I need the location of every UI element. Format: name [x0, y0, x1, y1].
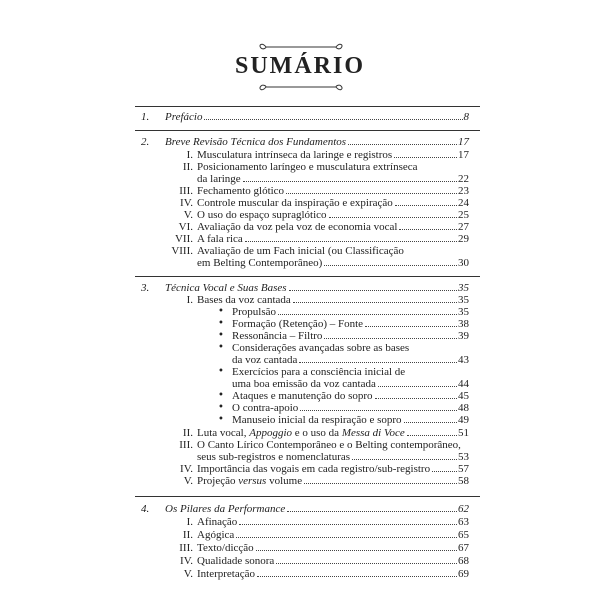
toc-subentry[interactable] — [232, 402, 469, 414]
toc-entry[interactable] — [197, 516, 469, 528]
bullet-icon: • — [218, 318, 224, 329]
toc-page-number: 22 — [458, 173, 469, 185]
toc-entry[interactable] — [197, 427, 469, 439]
section-number: 2. — [141, 136, 150, 148]
toc-entry-text: Avaliação da voz pela voz de economia vocal — [197, 221, 398, 233]
toc-page-number: 69 — [458, 568, 469, 580]
toc-subentry[interactable] — [232, 390, 469, 402]
toc-entry-text: Musculatura intrínseca da laringe e registros — [197, 149, 393, 161]
toc-entry-text: seus sub-registros e nomenclaturas — [197, 451, 351, 463]
roman-numeral: VI. — [178, 221, 193, 233]
toc-entry[interactable] — [197, 149, 469, 161]
toc-entry[interactable] — [197, 233, 469, 245]
toc-entry-text: Bases da voz cantada — [197, 294, 291, 306]
toc-page-number: 27 — [458, 221, 469, 233]
roman-numeral: VIII. — [171, 245, 193, 257]
toc-entry-text: Controle muscular da inspiração e expiração — [197, 197, 393, 209]
toc-entry-text: O contra-apoio — [232, 402, 299, 414]
toc-page-number: 45 — [458, 390, 469, 402]
bullet-icon: • — [218, 306, 224, 317]
roman-numeral: III. — [179, 185, 193, 197]
toc-entry-text: A fala rica — [197, 233, 243, 245]
roman-numeral: III. — [179, 439, 193, 451]
roman-numeral: IV. — [180, 463, 193, 475]
toc-entry-text: Exercícios para a consciência inicial de — [232, 366, 406, 378]
toc-entry-text: Considerações avançadas sobre as bases — [232, 342, 410, 354]
bullet-icon: • — [218, 414, 224, 425]
toc-entry-text: Propulsão — [232, 306, 276, 318]
roman-numeral: VII. — [174, 233, 193, 245]
roman-numeral: II. — [182, 161, 193, 173]
toc-subentry[interactable] — [232, 378, 469, 390]
toc-entry-text: Ressonância – Filtro — [232, 330, 323, 342]
toc-entry-text: em Belting Contemporâneo) — [197, 257, 323, 269]
toc-entry[interactable] — [197, 185, 469, 197]
section-number: 3. — [141, 282, 150, 294]
bullet-icon: • — [218, 366, 224, 377]
toc-page-number: 57 — [458, 463, 469, 475]
toc-entry[interactable] — [197, 463, 469, 475]
toc-entry-section-4[interactable] — [165, 503, 469, 515]
toc-subentry[interactable] — [232, 306, 469, 318]
toc-subentry[interactable] — [232, 318, 469, 330]
toc-entry-text: Agógica — [197, 529, 235, 541]
toc-entry[interactable] — [197, 542, 469, 554]
toc-entry-text: Fechamento glótico — [197, 185, 285, 197]
toc-page-number: 39 — [458, 330, 469, 342]
toc-entry-title: Técnica Vocal e Suas Bases — [165, 282, 287, 294]
toc-page-number: 30 — [458, 257, 469, 269]
toc-page-number: 35 — [458, 282, 469, 294]
section-divider — [135, 496, 480, 497]
roman-numeral: III. — [179, 542, 193, 554]
roman-numeral: I. — [186, 149, 193, 161]
toc-page-number: 17 — [458, 149, 469, 161]
toc-page-number: 25 — [458, 209, 469, 221]
bullet-icon: • — [218, 330, 224, 341]
toc-entry-section-2[interactable] — [165, 136, 469, 148]
toc-entry-text: da laringe — [197, 173, 241, 185]
toc-page-number: 49 — [458, 414, 469, 426]
roman-numeral: I. — [186, 516, 193, 528]
toc-entry-text: Avaliação de um Fach inicial (ou Classificação — [197, 245, 404, 257]
toc-entry[interactable] — [197, 173, 469, 185]
toc-entry-text: Manuseio inicial da respiração e sopro — [232, 414, 402, 426]
roman-numeral: I. — [186, 294, 193, 306]
toc-page-number: 24 — [458, 197, 469, 209]
toc-entry[interactable] — [197, 257, 469, 269]
toc-entry-title: Os Pilares da Performance — [165, 503, 286, 515]
toc-page-number: 35 — [458, 306, 469, 318]
bullet-icon: • — [218, 402, 224, 413]
toc-page-number: 35 — [458, 294, 469, 306]
section-number: 4. — [141, 503, 150, 515]
toc-entry[interactable] — [197, 568, 469, 580]
toc-page-number: 44 — [458, 378, 469, 390]
toc-entry-title: Prefácio — [165, 111, 203, 123]
toc-page-number: 43 — [458, 354, 469, 366]
toc-entry-text: da voz cantada — [232, 354, 298, 366]
roman-numeral: IV. — [180, 555, 193, 567]
bottom-ornament-icon — [258, 80, 344, 94]
toc-entry[interactable] — [197, 475, 469, 487]
toc-entry[interactable] — [197, 529, 469, 541]
bullet-icon: • — [218, 390, 224, 401]
toc-page-number: 23 — [458, 185, 469, 197]
section-divider — [135, 276, 480, 277]
page-title: SUMÁRIO — [234, 53, 365, 79]
toc-page-number: 53 — [458, 451, 469, 463]
toc-entry-text: Formação (Retenção) – Fonte — [232, 318, 364, 330]
section-divider — [135, 106, 480, 107]
toc-page-number: 63 — [458, 516, 469, 528]
section-divider — [135, 130, 480, 131]
toc-entry-text: Qualidade sonora — [197, 555, 275, 567]
toc-page-number: 29 — [458, 233, 469, 245]
toc-page-number: 8 — [463, 111, 469, 123]
toc-page-number: 68 — [458, 555, 469, 567]
toc-entry-text: uma boa emissão da voz cantada — [232, 378, 376, 390]
toc-page-number: 58 — [458, 475, 469, 487]
toc-entry[interactable] — [197, 221, 469, 233]
toc-entry-text: Afinação — [197, 516, 238, 528]
toc-page-number: 62 — [458, 503, 469, 515]
toc-entry-text: Ataques e manutenção do sopro — [232, 390, 373, 402]
roman-numeral: V. — [183, 568, 193, 580]
toc-entry-text: O uso do espaço supraglótico — [197, 209, 327, 221]
toc-entry[interactable] — [197, 555, 469, 567]
roman-numeral: IV. — [180, 197, 193, 209]
toc-entry-text: Posicionamento laríngeo e musculatura extrínseca — [197, 161, 418, 173]
bullet-icon: • — [218, 342, 224, 353]
roman-numeral: V. — [183, 475, 193, 487]
section-number: 1. — [141, 111, 150, 123]
toc-page-number: 67 — [458, 542, 469, 554]
roman-numeral: II. — [182, 529, 193, 541]
toc-subentry[interactable] — [232, 354, 469, 366]
toc-page-number: 38 — [458, 318, 469, 330]
toc-page-number: 51 — [458, 427, 469, 439]
roman-numeral: V. — [183, 209, 193, 221]
toc-entry-text: Importância das vogais em cada registro/sub-registro — [197, 463, 431, 475]
toc-entry-text: Luta vocal, Appoggio e o uso da Messa di Voce — [197, 427, 405, 439]
toc-entry-title: Breve Revisão Técnica dos Fundamentos — [165, 136, 347, 148]
toc-page-number: 17 — [458, 136, 469, 148]
toc-subentry[interactable] — [232, 330, 469, 342]
top-ornament-icon — [258, 40, 344, 54]
toc-entry[interactable] — [197, 294, 469, 306]
toc-page-number: 65 — [458, 529, 469, 541]
toc-entry-text: Projeção versus volume — [197, 475, 303, 487]
toc-entry-text: Texto/dicção — [197, 542, 254, 554]
toc-page-number: 48 — [458, 402, 469, 414]
toc-entry-text: Interpretação — [197, 568, 256, 580]
toc-entry[interactable] — [197, 451, 469, 463]
toc-entry[interactable] — [197, 197, 469, 209]
toc-entry-section-3[interactable] — [165, 282, 469, 294]
roman-numeral: II. — [182, 427, 193, 439]
toc-entry-text: O Canto Lírico Contemporâneo e o Belting contemporâneo, — [197, 439, 461, 451]
toc-entry-prefacio[interactable] — [165, 111, 469, 123]
toc-entry[interactable] — [197, 209, 469, 221]
toc-subentry[interactable] — [232, 414, 469, 426]
